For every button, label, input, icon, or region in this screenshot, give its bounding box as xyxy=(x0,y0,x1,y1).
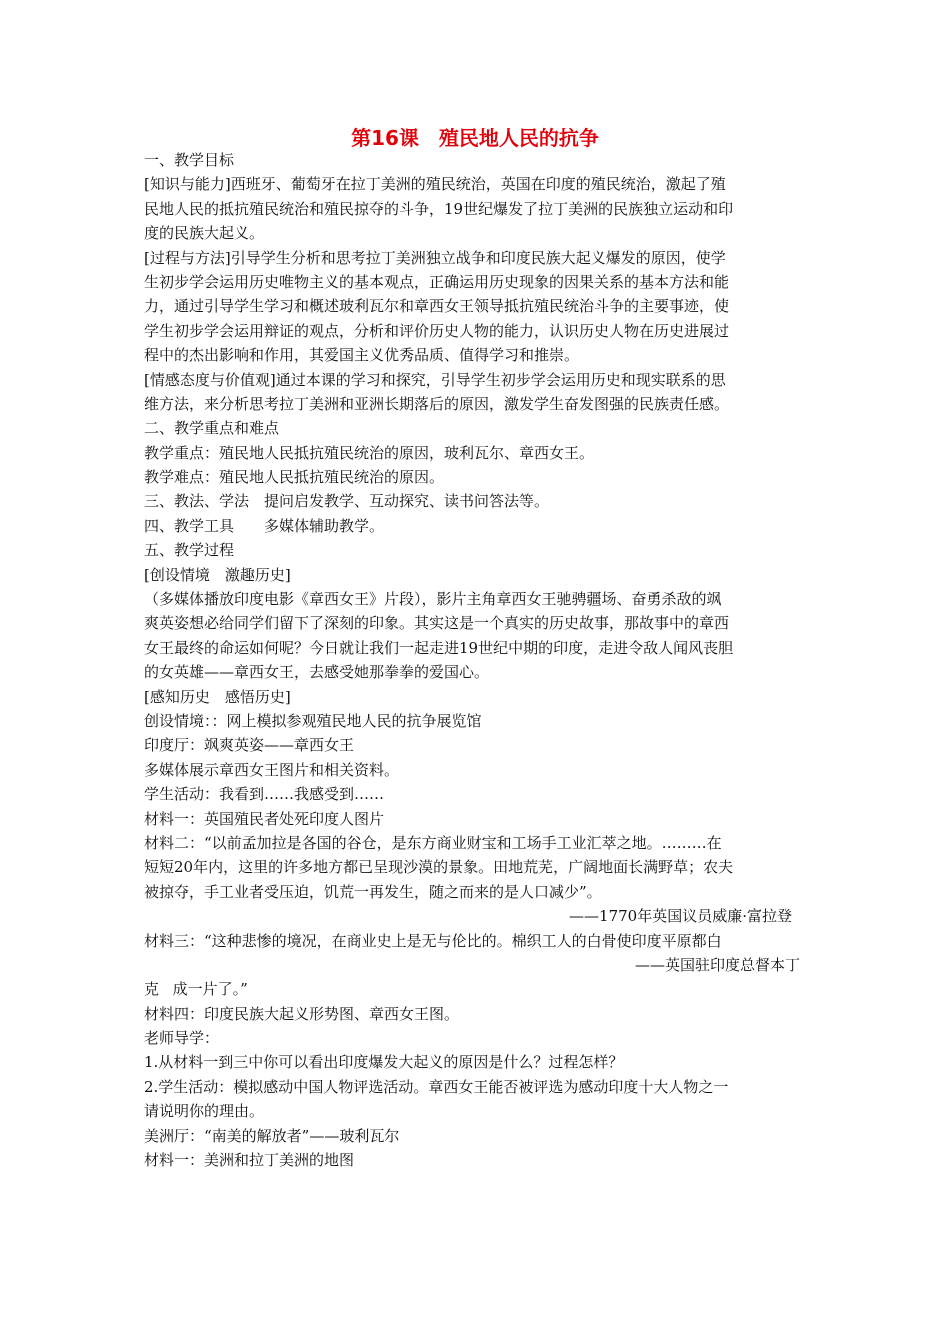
paragraph-line: 材料一：英国殖民者处死印度人图片 xyxy=(144,809,385,828)
paragraph-line: [情感态度与价值观]通过本课的学习和探究，引导学生初步学会运用历史和现实联系的思 xyxy=(144,370,726,389)
paragraph-line: 1.从材料一到三中你可以看出印度爆发大起义的原因是什么？过程怎样？ xyxy=(144,1053,624,1072)
quote-attribution: ——英国驻印度总督本丁 xyxy=(634,955,800,974)
paragraph-line: 民地人民的抵抗殖民统治和殖民掠夺的斗争，19世纪爆发了拉丁美洲的民族独立运动和印 xyxy=(144,199,734,218)
subsection-heading: [创设情境 激趣历史] xyxy=(144,565,291,584)
paragraph-line: [过程与方法]引导学生分析和思考拉丁美洲独立战争和印度民族大起义爆发的原因，使学 xyxy=(144,248,726,267)
paragraph-line xyxy=(144,953,814,999)
material3-text: 成一片了。” xyxy=(172,980,248,999)
paragraph-line: 学生初步学会运用辩证的观点，分析和评价历史人物的能力，认识历史人物在历史进展过 xyxy=(144,321,730,340)
section-heading-process: 五、教学过程 xyxy=(144,541,235,560)
paragraph-line: 2.学生活动：模拟感动中国人物评选活动。章西女王能否被评选为感动印度十大人物之一 xyxy=(144,1077,729,1096)
lesson-title: 第16课 殖民地人民的抗争 xyxy=(351,126,599,150)
document-body xyxy=(144,148,814,1172)
section-heading-key-points: 二、教学重点和难点 xyxy=(144,419,280,438)
paragraph-line: 生初步学会运用历史唯物主义的基本观点，正确运用历史现象的因果关系的基本方法和能 xyxy=(144,272,730,291)
paragraph-line: 材料二：“以前孟加拉是各国的谷仓，是东方商业财宝和工场手工业汇萃之地。………在 xyxy=(144,833,722,852)
paragraph-line: 教学难点：殖民地人民抵抗殖民统治的原因。 xyxy=(144,468,445,487)
quote-attribution: ——1770年英国议员威廉·富拉登 xyxy=(569,907,792,926)
paragraph-line: 的女英雄——章西女王，去感受她那拳拳的爱国心。 xyxy=(144,663,490,682)
paragraph-line: 短短20年内，这里的许多地方都已呈现沙漠的景象。田地荒芜，广阔地面长满野草；农夫 xyxy=(144,858,734,877)
paragraph-line: 材料三：“这种悲惨的境况，在商业史上是无与伦比的。棉织工人的白骨使印度平原都白 xyxy=(144,931,722,950)
paragraph-line: 学生活动：我看到……我感受到…… xyxy=(144,785,385,804)
subsection-heading: [感知历史 感悟历史] xyxy=(144,687,291,706)
paragraph-line: 克 xyxy=(144,980,160,999)
paragraph-line: 女王最终的命运如何呢？今日就让我们一起走进19世纪中期的印度，走进令敌人闻风丧胆 xyxy=(144,638,734,657)
paragraph-line: 被掠夺，手工业者受压迫，饥荒一再发生，随之而来的是人口减少”。 xyxy=(144,882,602,901)
paragraph-line: 材料一：美洲和拉丁美洲的地图 xyxy=(144,1151,355,1170)
paragraph-line: 维方法，来分析思考拉丁美洲和亚洲长期落后的原因，激发学生奋发图强的民族责任感。 xyxy=(144,394,730,413)
section-heading-methods: 三、教法、学法 提问启发教学、互动探究、读书问答法等。 xyxy=(144,492,550,511)
paragraph-line: 教学重点：殖民地人民抵抗殖民统治的原因，玻利瓦尔、章西女王。 xyxy=(144,443,595,462)
paragraph-line: 创设情境：：网上模拟参观殖民地人民的抗争展览馆 xyxy=(144,711,482,730)
paragraph-line: 印度厅：飒爽英姿——章西女王 xyxy=(144,736,355,755)
paragraph-line: 美洲厅：“南美的解放者”——玻利瓦尔 xyxy=(144,1126,400,1145)
paragraph-line: 程中的杰出影响和作用，其爱国主义优秀品质、值得学习和推崇。 xyxy=(144,346,580,365)
paragraph-line: 请说明你的理由。 xyxy=(144,1102,265,1121)
section-heading-objectives: 一、教学目标 xyxy=(144,151,235,169)
paragraph-line: 爽英姿想必给同学们留下了深刻的印象。其实这是一个真实的历史故事，那故事中的章西 xyxy=(144,614,730,633)
paragraph-line: 材料四：印度民族大起义形势图、章西女王图。 xyxy=(144,1004,460,1023)
paragraph-line: 度的民族大起义。 xyxy=(144,224,265,243)
paragraph-line: 多媒体展示章西女王图片和相关资料。 xyxy=(144,760,400,779)
paragraph-line: （多媒体播放印度电影《章西女王》片段），影片主角章西女王驰骋疆场、奋勇杀敌的飒 xyxy=(144,590,722,609)
paragraph-line: [知识与能力]西班牙、葡萄牙在拉丁美洲的殖民统治，英国在印度的殖民统治，激起了殖 xyxy=(144,175,726,194)
section-heading-tools: 四、教学工具 多媒体辅助教学。 xyxy=(144,516,385,535)
paragraph-line: 力，通过引导学生学习和概述玻利瓦尔和章西女王领导抵抗殖民统治斗争的主要事迹，使 xyxy=(144,297,730,316)
paragraph-line: 老师导学： xyxy=(144,1029,220,1048)
